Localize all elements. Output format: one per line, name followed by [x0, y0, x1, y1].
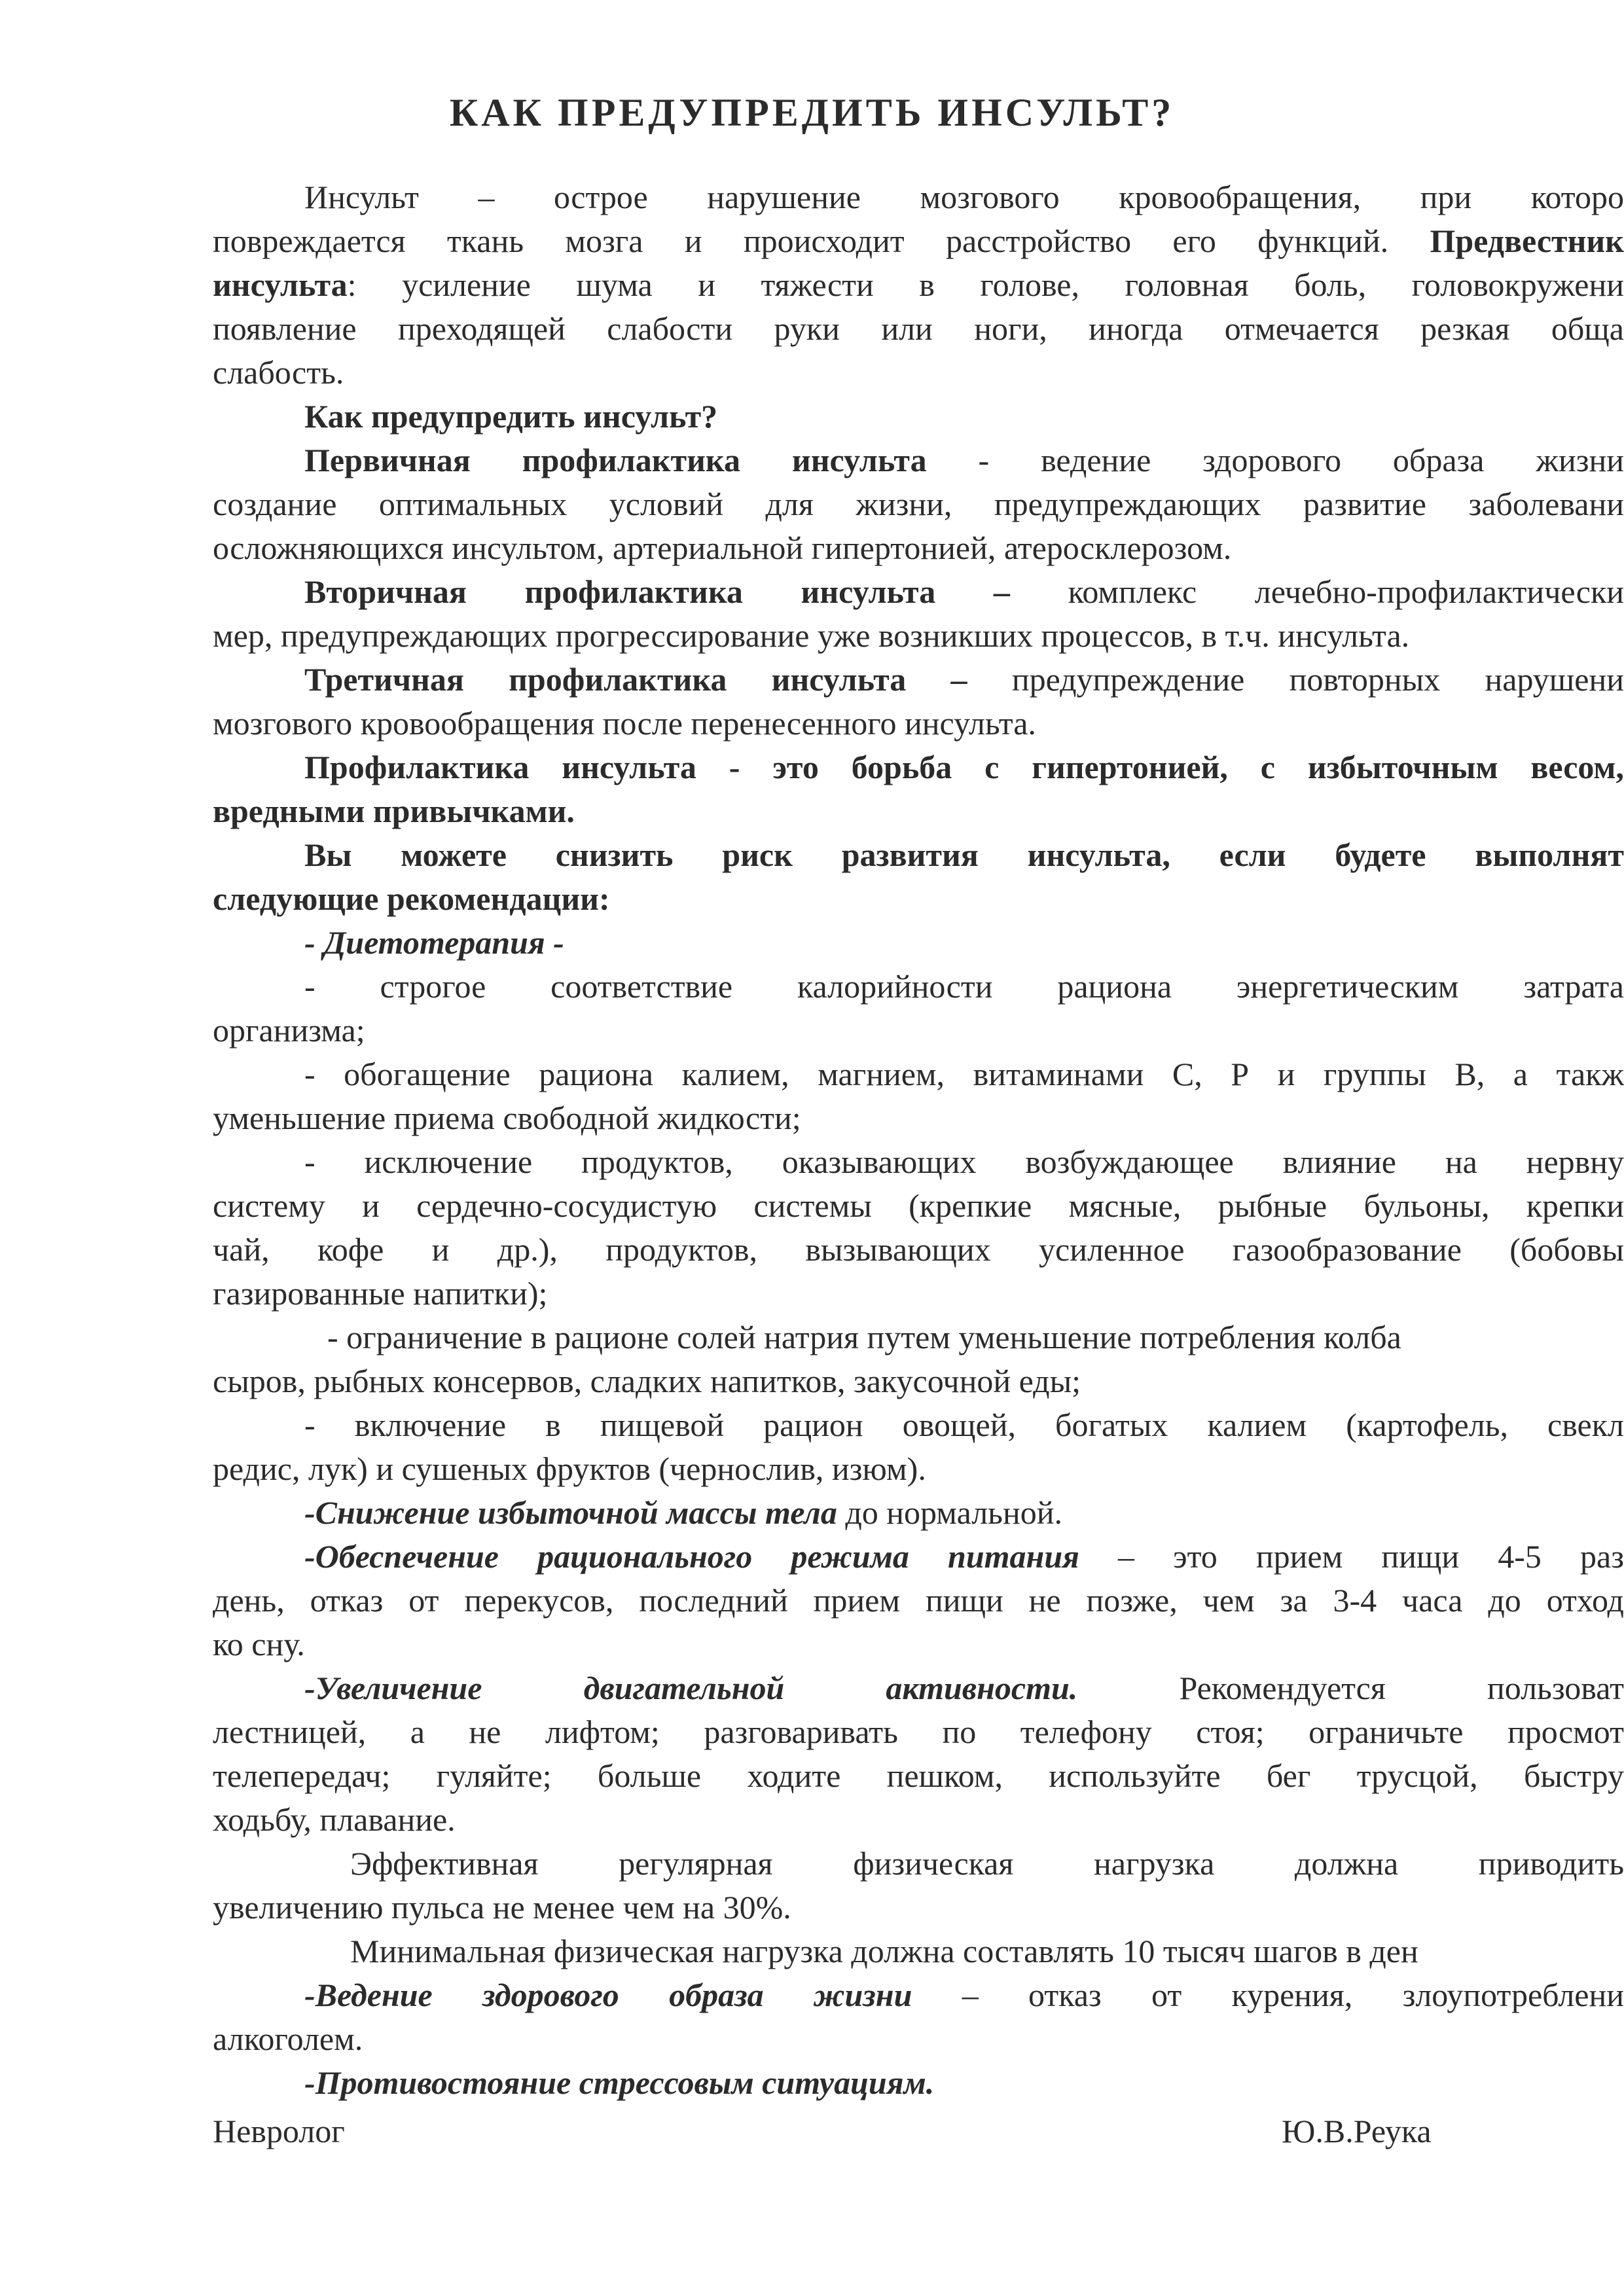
primary-prevention-line: осложняющихся инсультом, артериальной гипертонией, атеросклерозом.: [213, 529, 1232, 566]
effective-load-line: увеличению пульса не менее чем на 30%.: [213, 1889, 791, 1926]
prevention-summary: Профилактика инсульта - это борьба с гипертонией, с избыточным весом,: [304, 749, 1624, 785]
prevention-summary-line: вредными привычками.: [213, 793, 575, 829]
paragraph-intro-line: появление преходящей слабости руки или ноги, иногда отмечается резкая обща: [213, 310, 1624, 347]
recommendations-intro: Вы можете снизить риск развития инсульта, если будете выполнят: [304, 836, 1624, 873]
diet-item-line: редис, лук) и сушеных фруктов (чернослив, изюм).: [213, 1450, 926, 1487]
minimal-load: Минимальная физическая нагрузка должна составлять 10 тысяч шагов в ден: [350, 1933, 1418, 1969]
physical-activity-line: ходьбу, плавание.: [213, 1801, 456, 1838]
effective-load: Эффективная регулярная физическая нагрузка должна приводить: [350, 1845, 1624, 1882]
document-body: [213, 175, 1624, 2105]
diet-item-line: уменьшение приема свободной жидкости;: [213, 1100, 801, 1136]
diet-item: - строгое соответствие калорийности рациона энергетическим затрата: [304, 968, 1624, 1005]
diet-item-line: чай, кофе и др.), продуктов, вызывающих усиленное газообразование (бобовы: [213, 1231, 1624, 1268]
paragraph-intro-line: Инсульт – острое нарушение мозгового кровообращения, при которо: [304, 179, 1624, 215]
eating-regime-line: день, отказ от перекусов, последний прием пищи не позже, чем за 3-4 часа до отход: [213, 1582, 1624, 1619]
diet-item: - включение в пищевой рацион овощей, богатых калием (картофель, свекл: [304, 1407, 1624, 1443]
diet-item: - исключение продуктов, оказывающих возбуждающее влияние на нервну: [304, 1143, 1624, 1180]
tertiary-prevention-line: мозгового кровообращения после перенесенного инсульта.: [213, 705, 1036, 742]
eating-regime-line: ко сну.: [213, 1626, 305, 1662]
primary-prevention-line: создание оптимальных условий для жизни, предупреждающих развитие заболевани: [213, 486, 1624, 522]
physical-activity: -Увеличение двигательной активности. Рекомендуется пользоват: [304, 1670, 1624, 1706]
paragraph-intro-line: слабость.: [213, 354, 344, 391]
diet-item-line: газированные напитки);: [213, 1275, 548, 1312]
signature-role: Невролог: [213, 2113, 345, 2149]
paragraph-intro-line: инсульта: усиление шума и тяжести в голове, головная боль, головокружени: [213, 266, 1624, 303]
section-heading: Как предупредить инсульт?: [304, 398, 718, 435]
diet-item-line: систему и сердечно-сосудистую системы (крепкие мясные, рыбные бульоны, крепки: [213, 1187, 1624, 1224]
secondary-prevention-line: мер, предупреждающих прогрессирование уже возникших процессов, в т.ч. инсульта.: [213, 617, 1410, 654]
weight-reduction: -Снижение избыточной массы тела до нормальной.: [304, 1494, 1062, 1531]
eating-regime: -Обеспечение рационального режима питания – это прием пищи 4-5 раз: [304, 1538, 1624, 1575]
diet-item: - обогащение рациона калием, магнием, витаминами С, Р и группы В, а такж: [304, 1056, 1624, 1092]
signature-name: Ю.В.Реука: [1282, 2113, 1432, 2149]
physical-activity-line: лестницей, а не лифтом; разговаривать по телефону стоя; ограничьте просмот: [213, 1713, 1624, 1750]
diet-item-line: сыров, рыбных консервов, сладких напитков, закусочной еды;: [213, 1363, 1081, 1399]
diet-item-line: организма;: [213, 1012, 365, 1049]
page-title: КАК ПРЕДУПРЕДИТЬ ИНСУЛЬТ?: [449, 91, 1175, 134]
stress-resistance: -Противостояние стрессовым ситуациям.: [304, 2064, 935, 2101]
diet-heading: - Диетотерапия -: [304, 924, 564, 961]
healthy-lifestyle: -Ведение здорового образа жизни – отказ от курения, злоупотреблени: [304, 1977, 1624, 2013]
secondary-prevention: Вторичная профилактика инсульта – комплекс лечебно-профилактически: [304, 573, 1624, 610]
primary-prevention: Первичная профилактика инсульта - ведение здорового образа жизни: [304, 442, 1624, 478]
healthy-lifestyle-line: алкоголем.: [213, 2020, 363, 2057]
diet-item: - ограничение в рационе солей натрия путем уменьшение потребления колба: [327, 1319, 1401, 1355]
recommendations-intro-line: следующие рекомендации:: [213, 880, 610, 917]
paragraph-intro-line: повреждается ткань мозга и происходит расстройство его функций. Предвестник: [213, 223, 1624, 259]
harbinger-term: Предвестник: [1430, 223, 1624, 259]
tertiary-prevention: Третичная профилактика инсульта – предупреждение повторных нарушени: [304, 661, 1624, 698]
physical-activity-line: телепередач; гуляйте; больше ходите пешком, используйте бег трусцой, быстру: [213, 1757, 1624, 1794]
